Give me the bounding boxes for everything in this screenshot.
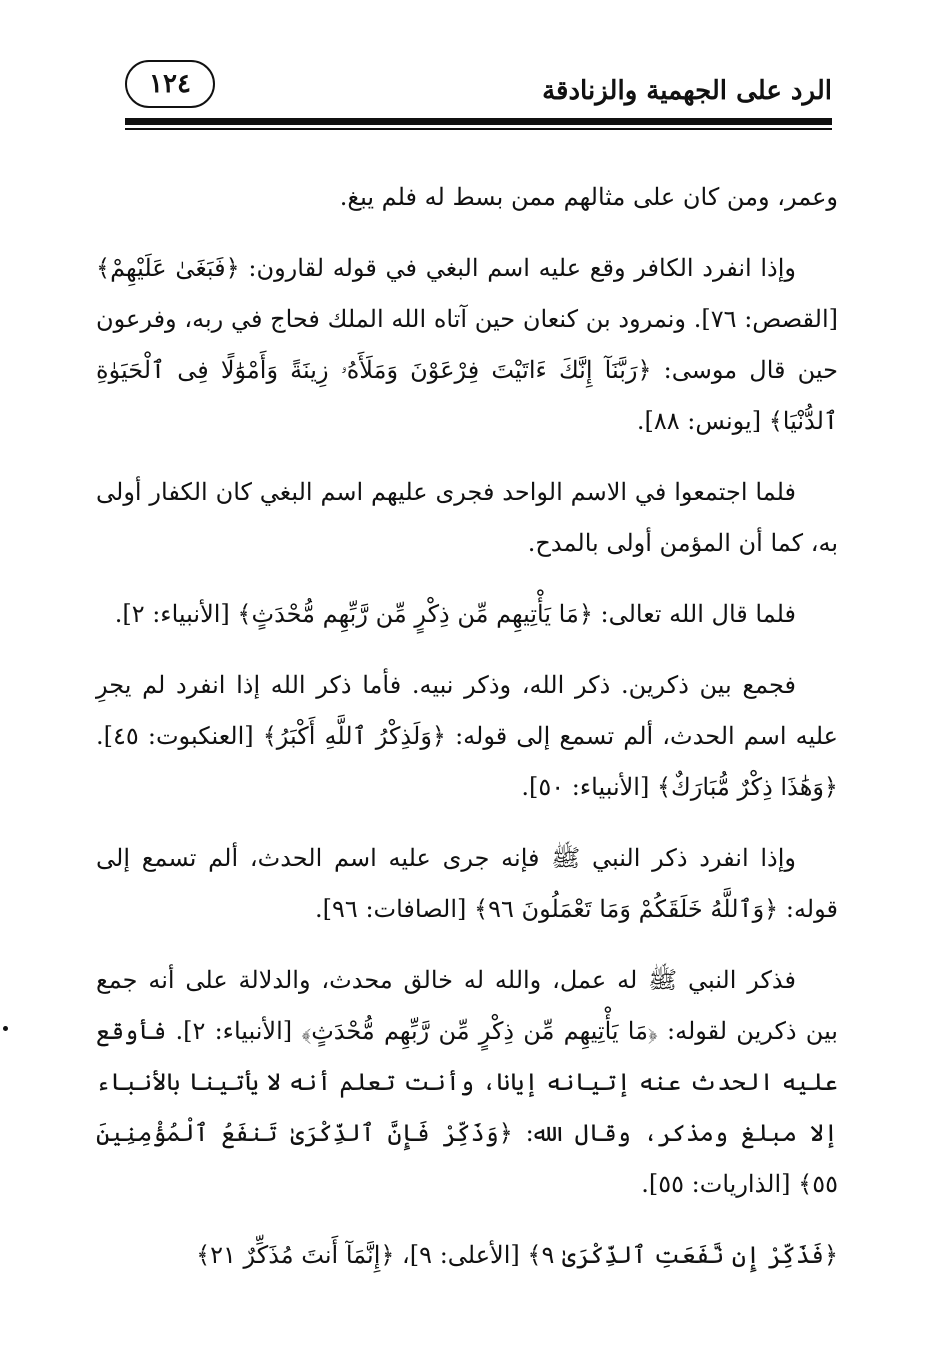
paragraph-3: فلما اجتمعوا في الاسم الواحد فجرى عليهم اسم البغي كان الكفار أولى به، كما أن المؤمن أولى بالمدح. (96, 478, 838, 557)
header-rule-thick (125, 118, 832, 125)
paragraph-5: فجمع بين ذكرين. ذكر الله، وذكر نبيه. فأما ذكر الله إذا انفرد لم يجرِ عليه اسم الحدث، ألم تسمع إلى قوله: ﴿وَلَذِكْرُ ٱللَّهِ أَكْبَرُ﴾ [العنكبوت: ٤٥]. ﴿وَهَٰذَا ذِكْرٌ مُّبَارَكٌ﴾ [الأنبياء: ٥٠]. (96, 671, 838, 801)
paragraph-2: وإذا انفرد الكافر وقع عليه اسم البغي في قوله لقارون: ﴿فَبَغَىٰ عَلَيْهِمْ﴾ [القصص: ٧٦]. ونمرود بن كنعان حين آتاه الله الملك فحاج في ربه، وفرعون حين قال موسى: ﴿رَبَّنَآ إِنَّكَ ءَاتَيْتَ فِرْعَوْنَ وَمَلَأَهُۥ زِينَةً وَأَمْوَٰلًا فِى ٱلْحَيَوٰةِ ٱلدُّنْيَا﴾ [يونس: ٨٨]. (96, 254, 838, 435)
paragraph-8: ﴿فَذَكِّرْ إِن نَّفَعَتِ ٱلذِّكْرَىٰ ٩﴾ [الأعلى: ٩]، ﴿إِنَّمَآ أَنتَ مُذَكِّرٌ ٢١﴾ (196, 1241, 838, 1269)
paragraph-7: فذكر النبي ﷺ له عمل، والله له خالق محدث، والدلالة على أنه جمع بين ذكرين لقوله: ﴿مَا يَأْتِيهِم مِّن ذِكْرٍ مِّن رَّبِّهِم مُّحْدَثٍ﴾ [الأنبياء: ٢]. فأوقع عليه الحدث عنه إتيانه إيانا، وأنت تعلم أنه لا يأتينا بالأنباء إلا مبلغ ومذكر، وقال الله: ﴿وَذَكِّرْ فَإِنَّ ٱلذِّكْرَىٰ تَنفَعُ ٱلْمُؤْمِنِينَ ٥٥﴾ [الذاريات: ٥٥]. (96, 966, 838, 1198)
page-header (125, 58, 832, 116)
paragraph-1: وعمر، ومن كان على مثالهم ممن بسط له فلم يبغ. (339, 183, 838, 211)
body-text (96, 172, 838, 1301)
page-number: ١٢٤ (125, 60, 215, 108)
scan-edge-mark (3, 1026, 8, 1031)
paragraph-6: وإذا انفرد ذكر النبي ﷺ فإنه جرى عليه اسم الحدث، ألم تسمع إلى قوله: ﴿وَٱللَّهُ خَلَقَكُمْ وَمَا تَعْمَلُونَ ٩٦﴾ [الصافات: ٩٦]. (96, 844, 838, 923)
paragraph-4: فلما قال الله تعالى: ﴿مَا يَأْتِيهِم مِّن ذِكْرٍ مِّن رَّبِّهِم مُّحْدَثٍ﴾ [الأنبياء: ٢]. (114, 600, 796, 628)
header-rule-thin (125, 128, 832, 130)
running-title: الرد على الجهمية والزنادقة (542, 76, 832, 106)
